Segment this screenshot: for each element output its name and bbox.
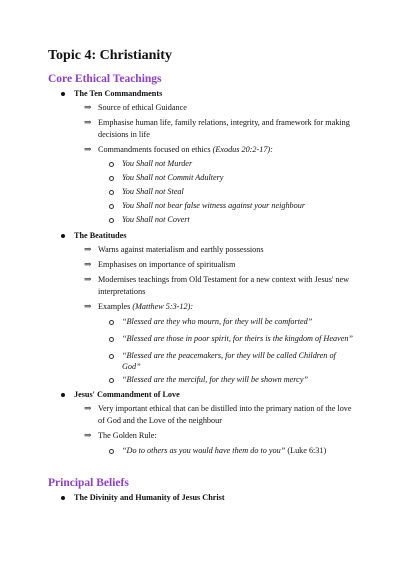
bullet-divinity-humanity: The Divinity and Humanity of Jesus Christ [74, 493, 225, 502]
point-text: Emphasise human life, family relations, integrity, and framework for making [98, 118, 350, 127]
point-label: Commandments focused on ethics [98, 145, 213, 154]
beatitude-example: “Blessed are the peacemakers, for they will be called Children of [122, 351, 336, 360]
point-text: of God and the Love of the neighbour [98, 416, 222, 425]
circle-bullet-icon [109, 218, 114, 223]
arrow-icon: ⇒ [84, 403, 92, 413]
point-text [98, 144, 273, 155]
point-text: The Golden Rule: [98, 431, 157, 440]
commandment-item: You Shall not Covert [122, 215, 190, 224]
section-heading-core-ethical: Core Ethical Teachings [48, 73, 162, 85]
arrow-icon: ⇒ [84, 274, 92, 284]
scripture-ref: (Exodus 20:2-17): [212, 145, 273, 154]
beatitude-example: “Blessed are the merciful, for they will be shown mercy” [122, 375, 309, 384]
arrow-icon: ⇒ [84, 430, 92, 440]
circle-bullet-icon [109, 162, 114, 167]
page-title: Topic 4: Christianity [48, 48, 172, 63]
quote-ref: (Luke 6:31) [285, 446, 327, 455]
point-text: Source of ethical Guidance [98, 103, 187, 112]
golden-rule-quote [122, 445, 326, 456]
arrow-icon: ⇒ [84, 144, 92, 154]
point-text: Modernises teachings from Old Testament for a new context with Jesus' new [98, 275, 350, 284]
commandment-item: You Shall not Steal [122, 187, 184, 196]
beatitude-example: “Blessed are they who mourn, for they will be comforted” [122, 317, 313, 326]
point-text: Warns against materialism and earthly possessions [98, 245, 264, 254]
arrow-icon: ⇒ [84, 259, 92, 269]
beatitude-example: God” [122, 362, 141, 371]
point-text [98, 301, 193, 312]
commandment-item: You Shall not bear false witness against your neighbour [122, 201, 306, 210]
arrow-icon: ⇒ [84, 301, 92, 311]
commandment-item: You Shall not Murder [122, 159, 193, 168]
circle-bullet-icon [109, 354, 114, 359]
point-text: decisions in life [98, 130, 150, 139]
point-label: Examples [98, 302, 133, 311]
arrow-icon: ⇒ [84, 102, 92, 112]
point-text: Very important ethical that can be distilled into the primary nation of the love [98, 404, 352, 413]
circle-bullet-icon [109, 190, 114, 195]
scripture-ref: (Matthew 5:3-12): [132, 302, 194, 311]
point-text: Emphasises on importance of spiritualism [98, 260, 236, 269]
arrow-icon: ⇒ [84, 117, 92, 127]
beatitude-example: “Blessed are those in poor spirit, for theirs is the kingdom of Heaven” [122, 334, 353, 343]
quote-text: “Do to others as you would have them do to you” [122, 446, 286, 455]
point-text: interpretations [98, 287, 146, 296]
circle-bullet-icon [109, 378, 114, 383]
circle-bullet-icon [109, 204, 114, 209]
bullet-commandment-of-love: Jesus' Commandment of Love [74, 390, 180, 399]
section-heading-principal-beliefs: Principal Beliefs [48, 477, 129, 489]
bullet-ten-commandments: The Ten Commandments [74, 89, 163, 98]
circle-bullet-icon [109, 337, 114, 342]
arrow-icon: ⇒ [84, 244, 92, 254]
commandment-item: You Shall not Commit Adultery [122, 173, 224, 182]
circle-bullet-icon [109, 176, 114, 181]
bullet-beatitudes: The Beatitudes [74, 231, 127, 240]
circle-bullet-icon [109, 449, 114, 454]
circle-bullet-icon [109, 320, 114, 325]
